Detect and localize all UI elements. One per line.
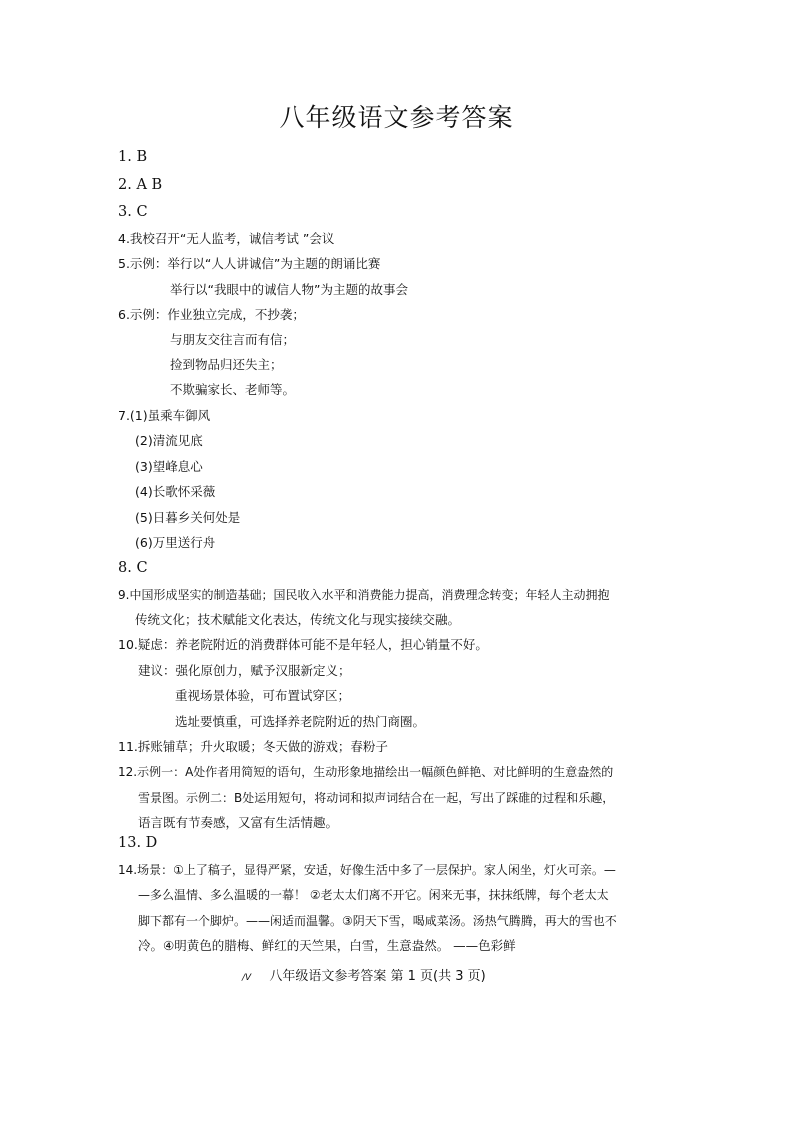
answer-line: 选址要慎重，可选择养老院附近的热门商圈。 — [175, 714, 426, 729]
answer-line: 重视场景体验，可布置试穿区； — [175, 688, 351, 703]
answer-line: 9.中国形成坚实的制造基础；国民收入水平和消费能力提高，消费理念转变；年轻人主动拥抱 — [118, 588, 610, 602]
answer-line: 10.疑虑：养老院附近的消费群体可能不是年轻人，担心销量不好。 — [118, 637, 488, 652]
answer-line: 举行以“我眼中的诚信人物”为主题的故事会 — [170, 282, 408, 297]
answer-line: (5)日暮乡关何处是 — [135, 510, 241, 525]
answer-line: 不欺骗家长、老师等。 — [170, 382, 296, 397]
answer-line: 3. C — [118, 204, 148, 220]
answer-line: (6)万里送行舟 — [135, 535, 216, 550]
answer-line: 14.场景：①上了稿子，显得严紧，安适，好像生活中多了一层保护。家人闲坐，灯火可亲。— — [118, 863, 616, 877]
answer-line: 与朋友交往言而有信； — [170, 332, 296, 347]
footer-mark: /V — [242, 973, 252, 983]
page-title: 八年级语文参考答案 — [279, 103, 514, 132]
answer-line: —多么温情、多么温暖的一幕！ ②老太太们离不开它。闲来无事，抹抹纸牌，每个老太太 — [138, 888, 609, 902]
answer-line: 11.拆账铺草；升火取暖；冬天做的游戏；春粉子 — [118, 739, 388, 754]
answer-line: 2. A B — [118, 177, 163, 193]
answer-line: 4.我校召开“无人监考，诚信考试 ”会议 — [118, 231, 335, 246]
answer-line: (4)长歌怀采薇 — [135, 484, 216, 499]
answer-line: 建议：强化原创力，赋予汉服新定义； — [138, 663, 351, 678]
answer-line: 7.(1)虽乘车御风 — [118, 408, 211, 423]
answer-line: 5.示例：举行以“人人讲诚信”为主题的朗诵比赛 — [118, 256, 381, 271]
answer-line: 6.示例：作业独立完成，不抄袭； — [118, 307, 305, 322]
answer-line: 8. C — [118, 560, 148, 576]
answer-line: 脚下都有一个脚炉。——闲适而温馨。③阴天下雪，喝咸菜汤。汤热气腾腾，再大的雪也不 — [138, 914, 617, 928]
answer-line: (3)望峰息心 — [135, 459, 203, 474]
answer-line: 传统文化；技术赋能文化表达，传统文化与现实接续交融。 — [135, 612, 461, 627]
answer-line: (2)清流见底 — [135, 433, 203, 448]
answer-line: 冷。④明黄色的腊梅、鲜红的天竺果，白雪，生意盎然。 ——色彩鲜 — [138, 938, 516, 953]
answer-line: 捡到物品归还失主； — [170, 357, 283, 372]
footer-page-info: 八年级语文参考答案 第 1 页(共 3 页) — [269, 969, 486, 984]
page-footer — [242, 965, 486, 984]
answer-line: 语言既有节奏感，又富有生活情趣。 — [138, 815, 339, 830]
answer-line: 13. D — [118, 835, 158, 851]
answer-line: 雪景图。示例二：B处运用短句，将动词和拟声词结合在一起，写出了踩碓的过程和乐趣， — [138, 791, 615, 805]
answer-line: 12.示例一：A处作者用简短的语句，生动形象地描绘出一幅颜色鲜艳、对比鲜明的生意盎然的 — [118, 765, 614, 779]
answer-line: 1. B — [118, 149, 148, 165]
